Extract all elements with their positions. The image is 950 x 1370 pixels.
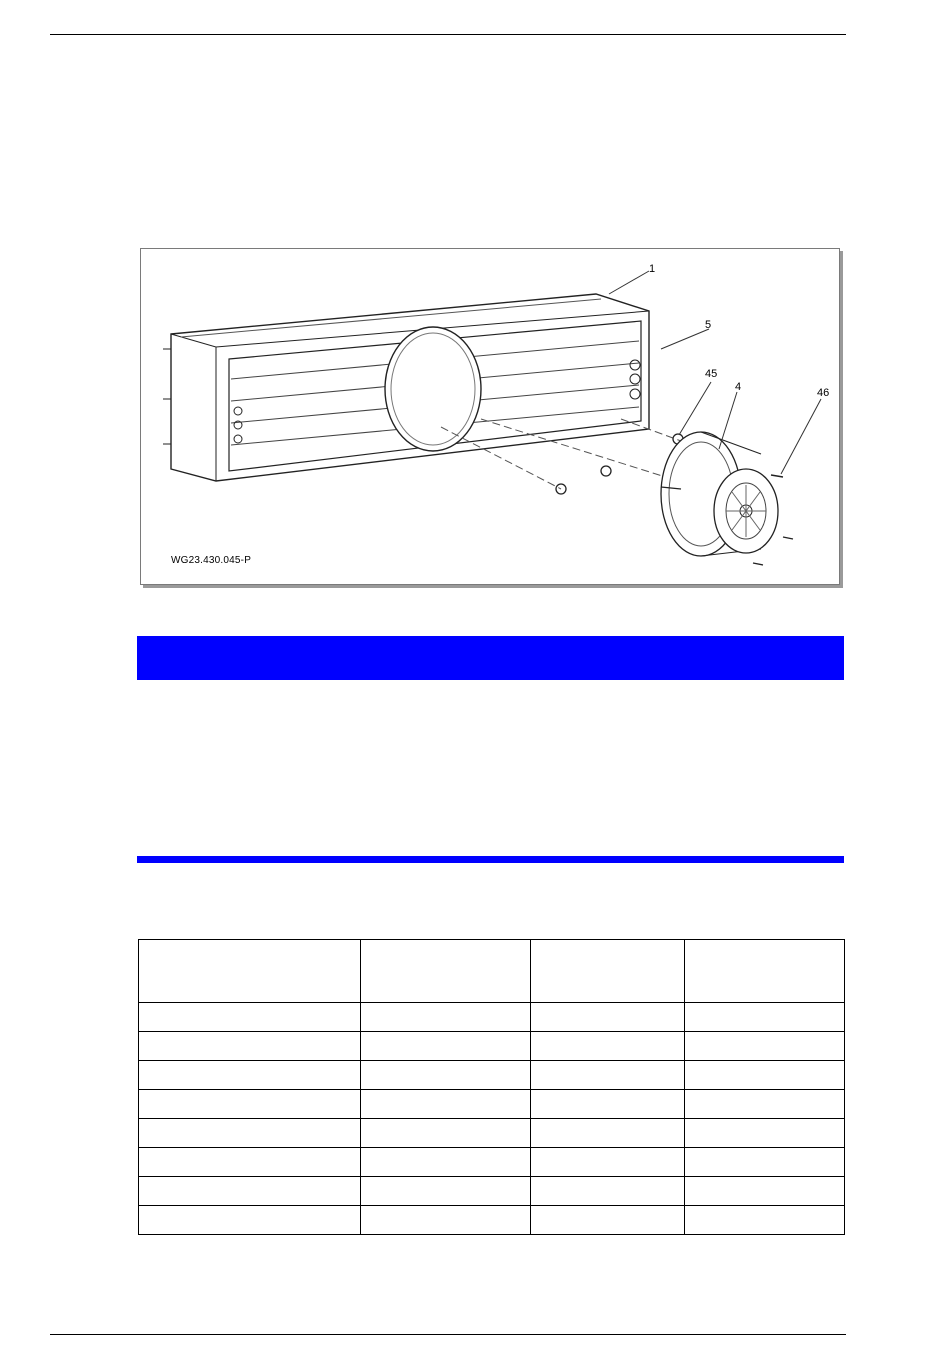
- footer-rule: [50, 1334, 846, 1335]
- table-row: [139, 1206, 845, 1235]
- table-cell: [531, 1177, 685, 1206]
- table-cell: [531, 1032, 685, 1061]
- table-cell: [531, 1061, 685, 1090]
- table-row: [139, 1148, 845, 1177]
- table-cell: [139, 1177, 361, 1206]
- table-cell: [685, 1090, 845, 1119]
- table-row: [139, 1177, 845, 1206]
- figure-caption: WG23.430.045-P: [171, 555, 252, 566]
- table-header-cell: [361, 940, 531, 1003]
- table-cell: [139, 1061, 361, 1090]
- table-cell: [361, 1090, 531, 1119]
- table-cell: [685, 1003, 845, 1032]
- table-cell: [361, 1032, 531, 1061]
- callout-4: 4: [735, 381, 742, 393]
- table-row: [139, 1003, 845, 1032]
- table-cell: [139, 1090, 361, 1119]
- table-cell: [685, 1061, 845, 1090]
- table-header-cell: [139, 940, 361, 1003]
- section-divider: [137, 856, 844, 863]
- table-header-cell: [531, 940, 685, 1003]
- blower-assembly-drawing: [141, 249, 839, 584]
- callout-5: 5: [705, 319, 712, 331]
- table-cell: [139, 1119, 361, 1148]
- table-row: [139, 1061, 845, 1090]
- parts-table: [138, 939, 845, 1235]
- table-cell: [685, 1206, 845, 1235]
- callout-45: 45: [705, 368, 718, 380]
- table-cell: [531, 1148, 685, 1177]
- table-cell: [139, 1032, 361, 1061]
- table-header-cell: [685, 940, 845, 1003]
- table-cell: [531, 1003, 685, 1032]
- header-rule: [50, 34, 846, 35]
- table-row: [139, 1032, 845, 1061]
- table-cell: [685, 1119, 845, 1148]
- table-cell: [361, 1061, 531, 1090]
- table-cell: [685, 1032, 845, 1061]
- table-cell: [531, 1119, 685, 1148]
- table-cell: [531, 1206, 685, 1235]
- table-cell: [361, 1119, 531, 1148]
- table-cell: [361, 1003, 531, 1032]
- table-cell: [685, 1177, 845, 1206]
- table-cell: [685, 1148, 845, 1177]
- table-row: [139, 1119, 845, 1148]
- exploded-parts-figure: [140, 248, 840, 585]
- callout-1: 1: [649, 263, 656, 275]
- callout-46: 46: [817, 387, 830, 399]
- table-cell: [139, 1148, 361, 1177]
- table-cell: [361, 1177, 531, 1206]
- table-cell: [361, 1206, 531, 1235]
- table-cell: [139, 1206, 361, 1235]
- table-header-row: [139, 940, 845, 1003]
- section-banner: [137, 636, 844, 680]
- table-cell: [361, 1148, 531, 1177]
- table-cell: [531, 1090, 685, 1119]
- table-cell: [139, 1003, 361, 1032]
- table-row: [139, 1090, 845, 1119]
